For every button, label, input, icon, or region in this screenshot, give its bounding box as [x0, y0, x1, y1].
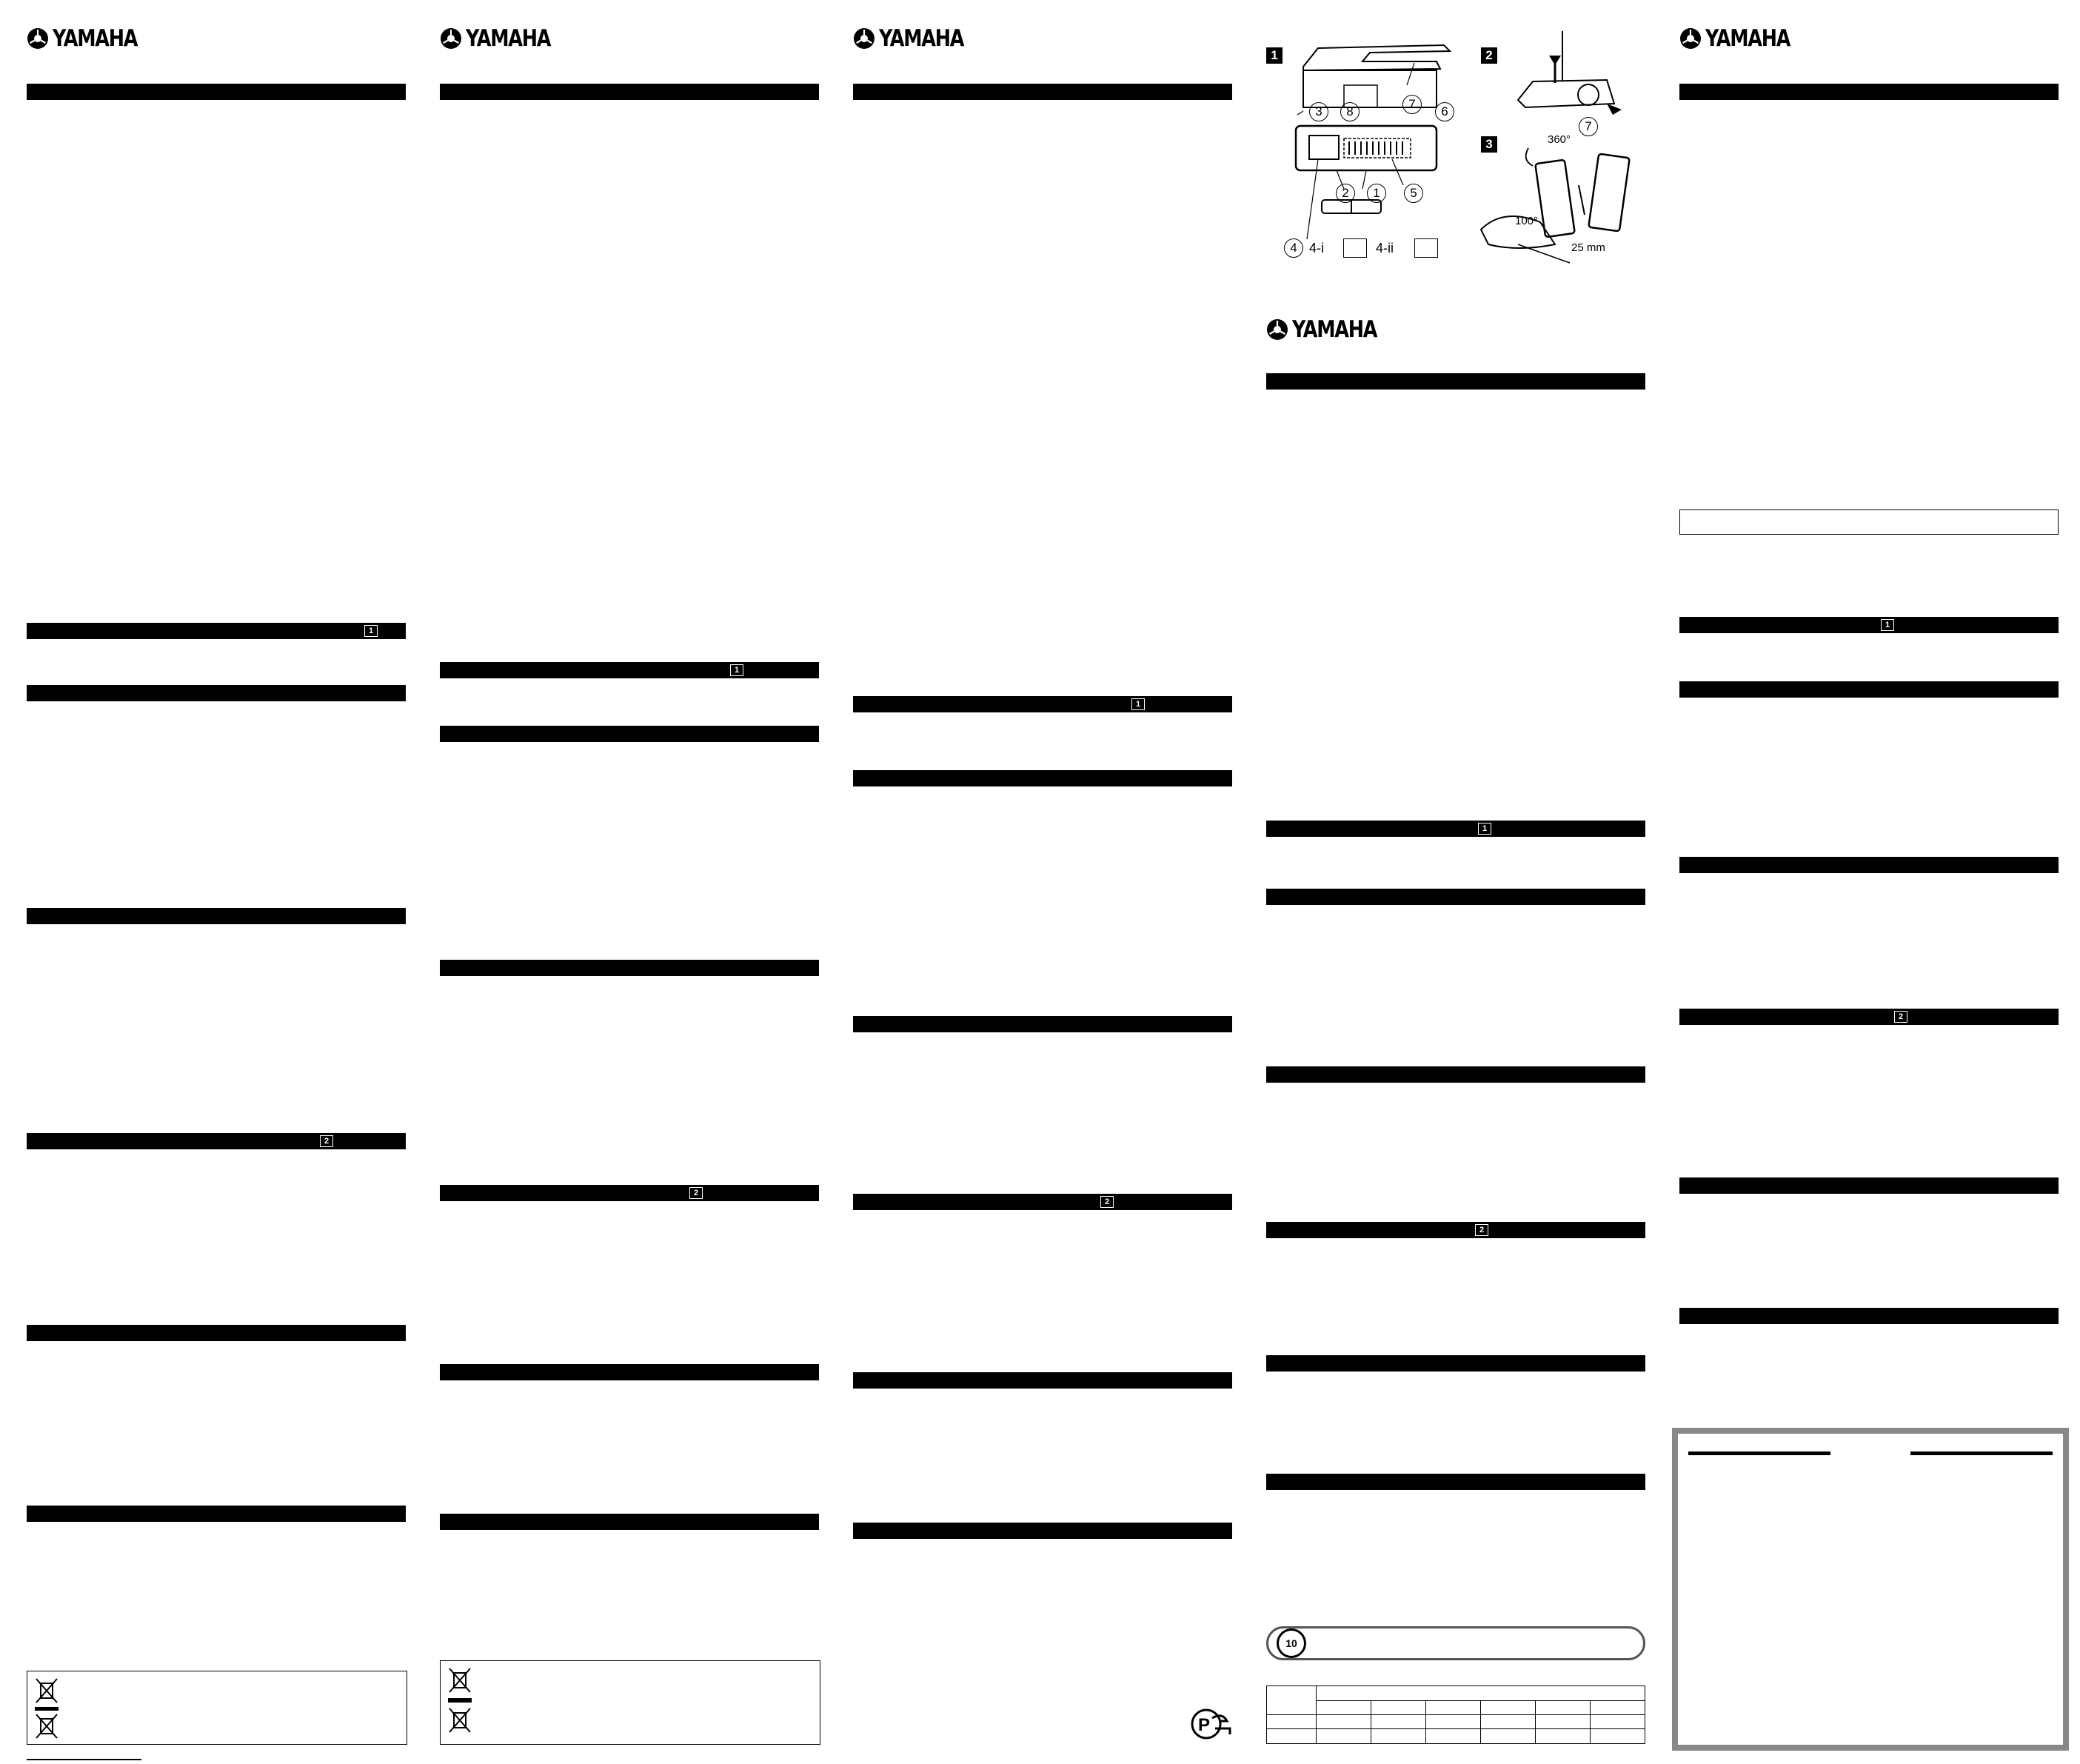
tuning-fork-emblem-icon [27, 27, 49, 50]
figure-1-tuner-diagram [1281, 41, 1466, 263]
figure-reference-tag: 1 [364, 625, 378, 637]
yamaha-logo [1266, 315, 1395, 344]
section-header-bar [853, 1372, 1232, 1389]
section-header-bar [1266, 821, 1645, 837]
figure-reference-tag: 1 [1131, 698, 1145, 710]
address-list-frame [1672, 1428, 2069, 1751]
tuning-fork-emblem-icon [853, 27, 875, 50]
section-header-bar [1679, 857, 2059, 873]
part-number-6: 6 [1435, 102, 1454, 121]
opening-angle-label: 100° [1515, 215, 1539, 227]
section-header-bar [27, 908, 406, 924]
section-header-bar [1266, 1222, 1645, 1238]
section-header-bar [1266, 373, 1645, 390]
section-header-bar [440, 1364, 819, 1380]
section-header-bar [440, 726, 819, 742]
section-header-bar [1679, 1009, 2059, 1025]
environmental-period-badge [1266, 1626, 1645, 1660]
part-number-5: 5 [1404, 184, 1423, 203]
display-variant-4ii-icon [1414, 238, 1438, 258]
tuning-fork-emblem-icon [1266, 318, 1288, 341]
figure-reference-tag: 2 [1100, 1196, 1114, 1208]
logo-wordmark: YAMAHA [53, 25, 138, 52]
section-header-bar [1266, 889, 1645, 905]
section-header-bar [1266, 1066, 1645, 1083]
yamaha-logo [27, 24, 156, 53]
section-header-bar [853, 696, 1232, 712]
section-header-bar [440, 84, 819, 100]
certification-mark-icon [1190, 1708, 1233, 1740]
logo-wordmark: YAMAHA [1705, 25, 1790, 52]
yamaha-logo [440, 24, 569, 53]
substance-table [1266, 1686, 1645, 1744]
section-header-bar [440, 960, 819, 976]
part-number-8: 8 [1340, 102, 1360, 121]
bin-underline-bar [35, 1707, 58, 1711]
tuning-fork-emblem-icon [440, 27, 462, 50]
section-header-bar [27, 623, 406, 639]
section-header-bar [1679, 84, 2059, 100]
figure-reference-tag: 1 [1478, 823, 1491, 835]
logo-wordmark: YAMAHA [1292, 316, 1377, 343]
section-header-bar [1266, 1474, 1645, 1490]
part-number-7: 7 [1402, 95, 1422, 114]
figure-reference-tag: 1 [730, 664, 743, 676]
address-heading-rule-right [1910, 1451, 2053, 1455]
figure-reference-tag: 2 [320, 1135, 333, 1147]
crossed-bin-icon [35, 1677, 58, 1705]
part-number-1: 1 [1367, 184, 1386, 203]
section-header-bar [27, 1133, 406, 1149]
section-header-bar [853, 84, 1232, 100]
address-heading-rule-left [1688, 1451, 1830, 1455]
figure-3-label: 3 [1481, 136, 1497, 153]
rotation-angle-label: 360° [1548, 133, 1571, 146]
display-variant-4i-label: 4-i [1309, 241, 1325, 255]
part-number-3: 3 [1309, 102, 1328, 121]
section-header-bar [1679, 681, 2059, 698]
footer-rule [27, 1759, 141, 1760]
section-header-bar [853, 770, 1232, 786]
section-header-bar [27, 1506, 406, 1522]
figure-1-label: 1 [1266, 47, 1283, 64]
tuning-fork-emblem-icon [1679, 27, 1702, 50]
yamaha-logo [1679, 24, 1808, 53]
bin-underline-bar [448, 1698, 472, 1703]
logo-wordmark: YAMAHA [879, 25, 964, 52]
part-number-4: 4 [1284, 238, 1303, 258]
display-variant-4i-icon [1343, 238, 1367, 258]
svg-text:P: P [1198, 1715, 1211, 1735]
figure-reference-tag: 2 [1475, 1224, 1488, 1236]
figure-2-battery-diagram [1503, 30, 1636, 133]
section-header-bar [1679, 617, 2059, 633]
crossed-bin-icon [35, 1713, 58, 1741]
figure-2-label: 2 [1481, 47, 1497, 64]
section-header-bar [27, 84, 406, 100]
section-header-bar [853, 1523, 1232, 1539]
section-header-bar [1266, 1355, 1645, 1372]
figure-reference-tag: 2 [1894, 1011, 1907, 1023]
section-header-bar [853, 1016, 1232, 1032]
display-variant-4ii-label: 4-ii [1376, 241, 1394, 255]
figure-reference-tag: 2 [689, 1187, 703, 1199]
logo-wordmark: YAMAHA [466, 25, 551, 52]
crossed-bin-icon [448, 1667, 472, 1695]
figure-reference-tag: 1 [1881, 619, 1894, 631]
yamaha-logo [853, 24, 982, 53]
section-header-bar [440, 662, 819, 678]
disposal-notice-box [27, 1671, 407, 1745]
disposal-notice-box [440, 1660, 820, 1745]
section-header-bar [1679, 1308, 2059, 1324]
note-box [1679, 510, 2059, 535]
environmental-period-icon: 10 [1277, 1628, 1306, 1658]
section-header-bar [853, 1194, 1232, 1210]
crossed-bin-icon [448, 1707, 472, 1735]
clip-size-label: 25 mm [1571, 241, 1605, 254]
section-header-bar [27, 1325, 406, 1341]
section-header-bar [440, 1514, 819, 1530]
section-header-bar [27, 685, 406, 701]
section-header-bar [440, 1185, 819, 1201]
figure-3-rotation-diagram [1474, 133, 1651, 267]
section-header-bar [1679, 1177, 2059, 1194]
part-number-7: 7 [1579, 117, 1598, 136]
part-number-2: 2 [1336, 184, 1355, 203]
